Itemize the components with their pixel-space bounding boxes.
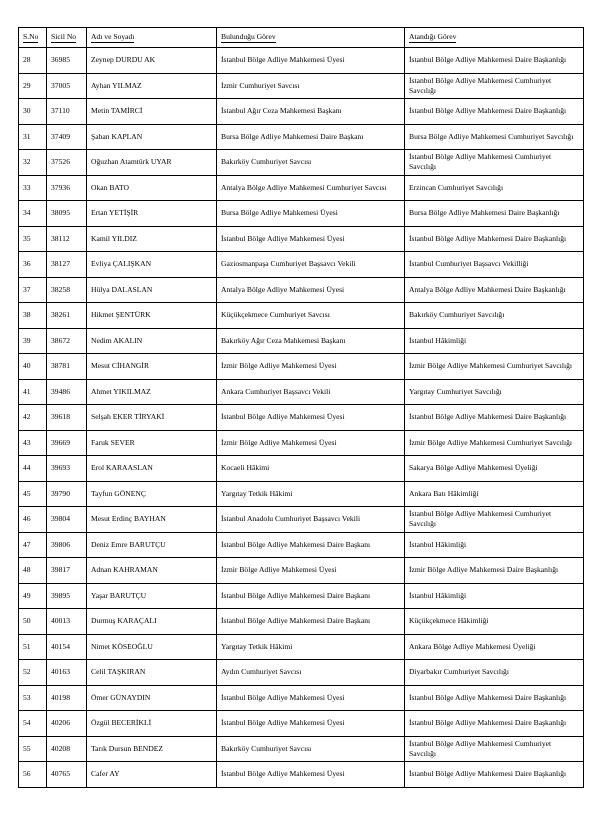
cell-sicil-no: 38258 — [47, 277, 87, 303]
cell-sicil-no: 40013 — [47, 609, 87, 635]
cell-bulundugu-gorev: İstanbul Bölge Adliye Mahkemesi Daire Başkanı — [217, 609, 405, 635]
cell-atandigi-gorev: İstanbul Cumhuriyet Başsavcı Vekilliği — [405, 252, 584, 278]
cell-bulundugu-gorev: Bursa Bölge Adliye Mahkemesi Üyesi — [217, 201, 405, 227]
cell-ad-soyad: Yaşar BARUTÇU — [87, 583, 217, 609]
cell-bulundugu-gorev: Yargıtay Tetkik Hâkimi — [217, 481, 405, 507]
cell-sno: 50 — [19, 609, 47, 635]
table-row — [19, 609, 584, 635]
cell-sicil-no: 39817 — [47, 558, 87, 584]
cell-ad-soyad: Nimet KÖSEOĞLU — [87, 634, 217, 660]
cell-sno: 31 — [19, 124, 47, 150]
cell-sno: 54 — [19, 711, 47, 737]
cell-ad-soyad: Erol KARAASLAN — [87, 456, 217, 482]
column-header-atandigi-gorev — [405, 28, 584, 48]
cell-ad-soyad: Ayhan YILMAZ — [87, 73, 217, 99]
cell-sno: 42 — [19, 405, 47, 431]
cell-sicil-no: 39790 — [47, 481, 87, 507]
cell-bulundugu-gorev: İzmir Bölge Adliye Mahkemesi Üyesi — [217, 430, 405, 456]
cell-atandigi-gorev: İstanbul Bölge Adliye Mahkemesi Cumhuriyet Savcılığı — [405, 150, 584, 176]
cell-sicil-no: 39804 — [47, 507, 87, 533]
table-row — [19, 762, 584, 788]
cell-sicil-no: 39669 — [47, 430, 87, 456]
cell-bulundugu-gorev: İstanbul Bölge Adliye Mahkemesi Daire Başkanı — [217, 583, 405, 609]
cell-bulundugu-gorev: İstanbul Bölge Adliye Mahkemesi Üyesi — [217, 762, 405, 788]
cell-bulundugu-gorev: İstanbul Ağır Ceza Mahkemesi Başkanı — [217, 99, 405, 125]
cell-bulundugu-gorev: Aydın Cumhuriyet Savcısı — [217, 660, 405, 686]
cell-sno: 46 — [19, 507, 47, 533]
cell-atandigi-gorev: İzmir Bölge Adliye Mahkemesi Cumhuriyet Savcılığı — [405, 354, 584, 380]
cell-bulundugu-gorev: Küçükçekmece Cumhuriyet Savcısı — [217, 303, 405, 329]
cell-atandigi-gorev: İstanbul Bölge Adliye Mahkemesi Daire Başkanlığı — [405, 405, 584, 431]
cell-ad-soyad: Hikmet ŞENTÜRK — [87, 303, 217, 329]
table-row — [19, 660, 584, 686]
table-row — [19, 201, 584, 227]
cell-sno: 39 — [19, 328, 47, 354]
cell-atandigi-gorev: Ankara Batı Hâkimliği — [405, 481, 584, 507]
table-row — [19, 507, 584, 533]
cell-ad-soyad: Metin TAMİRCİ — [87, 99, 217, 125]
cell-ad-soyad: Mesut CİHANGİR — [87, 354, 217, 380]
cell-atandigi-gorev: Küçükçekmece Hâkimliği — [405, 609, 584, 635]
cell-sno: 38 — [19, 303, 47, 329]
cell-atandigi-gorev: İzmir Bölge Adliye Mahkemesi Cumhuriyet Savcılığı — [405, 430, 584, 456]
cell-sno: 52 — [19, 660, 47, 686]
cell-sno: 40 — [19, 354, 47, 380]
cell-sicil-no: 40765 — [47, 762, 87, 788]
table-row — [19, 328, 584, 354]
cell-ad-soyad: Adnan KAHRAMAN — [87, 558, 217, 584]
cell-sno: 45 — [19, 481, 47, 507]
cell-ad-soyad: Ahmet YIKILMAZ — [87, 379, 217, 405]
table-row — [19, 73, 584, 99]
cell-sicil-no: 37526 — [47, 150, 87, 176]
table-row — [19, 583, 584, 609]
cell-bulundugu-gorev: Bakırköy Cumhuriyet Savcısı — [217, 150, 405, 176]
table-row — [19, 277, 584, 303]
cell-sicil-no: 38672 — [47, 328, 87, 354]
cell-sicil-no: 38112 — [47, 226, 87, 252]
cell-bulundugu-gorev: İstanbul Bölge Adliye Mahkemesi Üyesi — [217, 711, 405, 737]
cell-sno: 36 — [19, 252, 47, 278]
cell-ad-soyad: Durmuş KARAÇALI — [87, 609, 217, 635]
cell-atandigi-gorev: İstanbul Hâkimliği — [405, 583, 584, 609]
table-row — [19, 226, 584, 252]
cell-bulundugu-gorev: Gaziosmanpaşa Cumhuriyet Başsavcı Vekili — [217, 252, 405, 278]
cell-sno: 41 — [19, 379, 47, 405]
cell-sno: 32 — [19, 150, 47, 176]
cell-sicil-no: 40208 — [47, 736, 87, 762]
cell-bulundugu-gorev: İstanbul Anadolu Cumhuriyet Başsavcı Vekili — [217, 507, 405, 533]
appointments-table — [18, 27, 584, 788]
table-row — [19, 303, 584, 329]
table-header — [19, 28, 584, 48]
cell-sicil-no: 38261 — [47, 303, 87, 329]
cell-bulundugu-gorev: İstanbul Bölge Adliye Mahkemesi Üyesi — [217, 226, 405, 252]
cell-bulundugu-gorev: Bakırköy Ağır Ceza Mahkemesi Başkanı — [217, 328, 405, 354]
cell-atandigi-gorev: Yargıtay Cumhuriyet Savcılığı — [405, 379, 584, 405]
cell-bulundugu-gorev: İstanbul Bölge Adliye Mahkemesi Üyesi — [217, 405, 405, 431]
cell-atandigi-gorev: İstanbul Hâkimliği — [405, 532, 584, 558]
cell-sno: 37 — [19, 277, 47, 303]
cell-sicil-no: 36985 — [47, 48, 87, 74]
cell-atandigi-gorev: İstanbul Bölge Adliye Mahkemesi Daire Başkanlığı — [405, 685, 584, 711]
cell-bulundugu-gorev: İstanbul Bölge Adliye Mahkemesi Daire Başkanı — [217, 532, 405, 558]
column-header-sicil-no-label: Sicil No — [51, 32, 77, 42]
table-row — [19, 150, 584, 176]
cell-ad-soyad: Özgül BECERİKLİ — [87, 711, 217, 737]
cell-atandigi-gorev: İstanbul Bölge Adliye Mahkemesi Cumhuriyet Savcılığı — [405, 73, 584, 99]
cell-sicil-no: 37110 — [47, 99, 87, 125]
cell-sicil-no: 39693 — [47, 456, 87, 482]
cell-sno: 28 — [19, 48, 47, 74]
cell-atandigi-gorev: İstanbul Bölge Adliye Mahkemesi Daire Başkanlığı — [405, 48, 584, 74]
cell-sicil-no: 37409 — [47, 124, 87, 150]
cell-bulundugu-gorev: Antalya Bölge Adliye Mahkemesi Üyesi — [217, 277, 405, 303]
table-row — [19, 175, 584, 201]
cell-atandigi-gorev: Bakırköy Cumhuriyet Savcılığı — [405, 303, 584, 329]
cell-sicil-no: 40198 — [47, 685, 87, 711]
table-row — [19, 481, 584, 507]
cell-atandigi-gorev: Erzincan Cumhuriyet Savcılığı — [405, 175, 584, 201]
cell-sicil-no: 38781 — [47, 354, 87, 380]
cell-ad-soyad: Celil TAŞKIRAN — [87, 660, 217, 686]
table-row — [19, 685, 584, 711]
cell-bulundugu-gorev: İstanbul Bölge Adliye Mahkemesi Üyesi — [217, 685, 405, 711]
table-row — [19, 711, 584, 737]
cell-atandigi-gorev: İstanbul Bölge Adliye Mahkemesi Daire Başkanlığı — [405, 711, 584, 737]
cell-sicil-no: 37005 — [47, 73, 87, 99]
cell-sno: 43 — [19, 430, 47, 456]
table-row — [19, 99, 584, 125]
cell-atandigi-gorev: İstanbul Hâkimliği — [405, 328, 584, 354]
cell-sno: 47 — [19, 532, 47, 558]
table-row — [19, 48, 584, 74]
cell-bulundugu-gorev: Yargıtay Tetkik Hâkimi — [217, 634, 405, 660]
cell-sno: 29 — [19, 73, 47, 99]
cell-ad-soyad: Tarık Dursun BENDEZ — [87, 736, 217, 762]
cell-atandigi-gorev: İstanbul Bölge Adliye Mahkemesi Cumhuriyet Savcılığı — [405, 507, 584, 533]
cell-atandigi-gorev: Ankara Bölge Adliye Mahkemesi Üyeliği — [405, 634, 584, 660]
cell-ad-soyad: Evliya ÇALIŞKAN — [87, 252, 217, 278]
cell-bulundugu-gorev: Bursa Bölge Adliye Mahkemesi Daire Başkanı — [217, 124, 405, 150]
cell-atandigi-gorev: Bursa Bölge Adliye Mahkemesi Cumhuriyet Savcılığı — [405, 124, 584, 150]
cell-sicil-no: 40163 — [47, 660, 87, 686]
cell-sno: 48 — [19, 558, 47, 584]
cell-sicil-no: 38127 — [47, 252, 87, 278]
cell-ad-soyad: Ertan YETİŞİR — [87, 201, 217, 227]
column-header-sno — [19, 28, 47, 48]
cell-bulundugu-gorev: Ankara Cumhuriyet Başsavcı Vekili — [217, 379, 405, 405]
cell-ad-soyad: Okan BATO — [87, 175, 217, 201]
cell-sno: 53 — [19, 685, 47, 711]
cell-ad-soyad: Faruk SEVER — [87, 430, 217, 456]
table-row — [19, 430, 584, 456]
table-row — [19, 736, 584, 762]
table-row — [19, 405, 584, 431]
cell-bulundugu-gorev: İzmir Bölge Adliye Mahkemesi Üyesi — [217, 558, 405, 584]
column-header-ad-soyad-label: Adı ve Soyadı — [91, 32, 135, 42]
table-row — [19, 354, 584, 380]
column-header-atandigi-gorev-label: Atandığı Görev — [409, 32, 457, 42]
cell-sno: 49 — [19, 583, 47, 609]
table-header-row — [19, 28, 584, 48]
cell-ad-soyad: Mesut Erdinç BAYHAN — [87, 507, 217, 533]
cell-ad-soyad: Selşah EKER TİRYAKİ — [87, 405, 217, 431]
cell-sicil-no: 39895 — [47, 583, 87, 609]
cell-atandigi-gorev: İzmir Bölge Adliye Mahkemesi Daire Başkanlığı — [405, 558, 584, 584]
cell-ad-soyad: Deniz Emre BARUTÇU — [87, 532, 217, 558]
cell-atandigi-gorev: İstanbul Bölge Adliye Mahkemesi Daire Başkanlığı — [405, 762, 584, 788]
cell-atandigi-gorev: Diyarbakır Cumhuriyet Savcılığı — [405, 660, 584, 686]
cell-sno: 34 — [19, 201, 47, 227]
cell-sicil-no: 39806 — [47, 532, 87, 558]
cell-ad-soyad: Hülya DALASLAN — [87, 277, 217, 303]
column-header-ad-soyad — [87, 28, 217, 48]
cell-atandigi-gorev: Bursa Bölge Adliye Mahkemesi Daire Başkanlığı — [405, 201, 584, 227]
cell-ad-soyad: Ömer GÜNAYDIN — [87, 685, 217, 711]
column-header-bulundugu-gorev-label: Bulunduğu Görev — [221, 32, 276, 42]
column-header-sno-label: S.No — [23, 32, 39, 42]
cell-ad-soyad: Kamil YILDIZ — [87, 226, 217, 252]
cell-ad-soyad: Tayfun GÖNENÇ — [87, 481, 217, 507]
cell-bulundugu-gorev: Kocaeli Hâkimi — [217, 456, 405, 482]
cell-ad-soyad: Oğuzhan Atamtürk UYAR — [87, 150, 217, 176]
cell-bulundugu-gorev: Bakırköy Cumhuriyet Savcısı — [217, 736, 405, 762]
cell-atandigi-gorev: Sakarya Bölge Adliye Mahkemesi Üyeliği — [405, 456, 584, 482]
cell-ad-soyad: Nedim AKALIN — [87, 328, 217, 354]
table-row — [19, 456, 584, 482]
cell-atandigi-gorev: İstanbul Bölge Adliye Mahkemesi Cumhuriyet Savcılığı — [405, 736, 584, 762]
table-row — [19, 252, 584, 278]
cell-sicil-no: 39618 — [47, 405, 87, 431]
table-row — [19, 634, 584, 660]
cell-sicil-no: 39486 — [47, 379, 87, 405]
cell-sicil-no: 38095 — [47, 201, 87, 227]
cell-atandigi-gorev: İstanbul Bölge Adliye Mahkemesi Daire Başkanlığı — [405, 226, 584, 252]
cell-sno: 44 — [19, 456, 47, 482]
cell-ad-soyad: Cafer AY — [87, 762, 217, 788]
cell-sicil-no: 40154 — [47, 634, 87, 660]
table-row — [19, 558, 584, 584]
table-row — [19, 379, 584, 405]
cell-atandigi-gorev: Antalya Bölge Adliye Mahkemesi Daire Başkanlığı — [405, 277, 584, 303]
cell-sno: 51 — [19, 634, 47, 660]
column-header-sicil-no — [47, 28, 87, 48]
cell-sno: 35 — [19, 226, 47, 252]
cell-atandigi-gorev: İstanbul Bölge Adliye Mahkemesi Daire Başkanlığı — [405, 99, 584, 125]
cell-sno: 33 — [19, 175, 47, 201]
cell-sno: 30 — [19, 99, 47, 125]
column-header-bulundugu-gorev — [217, 28, 405, 48]
table-row — [19, 532, 584, 558]
cell-sno: 55 — [19, 736, 47, 762]
cell-sno: 56 — [19, 762, 47, 788]
cell-bulundugu-gorev: İzmir Bölge Adliye Mahkemesi Üyesi — [217, 354, 405, 380]
table-row — [19, 124, 584, 150]
cell-bulundugu-gorev: Antalya Bölge Adliye Mahkemesi Cumhuriyet Savcısı — [217, 175, 405, 201]
cell-sicil-no: 40206 — [47, 711, 87, 737]
cell-bulundugu-gorev: İzmir Cumhuriyet Savcısı — [217, 73, 405, 99]
cell-bulundugu-gorev: İstanbul Bölge Adliye Mahkemesi Üyesi — [217, 48, 405, 74]
cell-ad-soyad: Şaban KAPLAN — [87, 124, 217, 150]
table-body — [19, 48, 584, 788]
cell-sicil-no: 37936 — [47, 175, 87, 201]
cell-ad-soyad: Zeynep DURDU AK — [87, 48, 217, 74]
